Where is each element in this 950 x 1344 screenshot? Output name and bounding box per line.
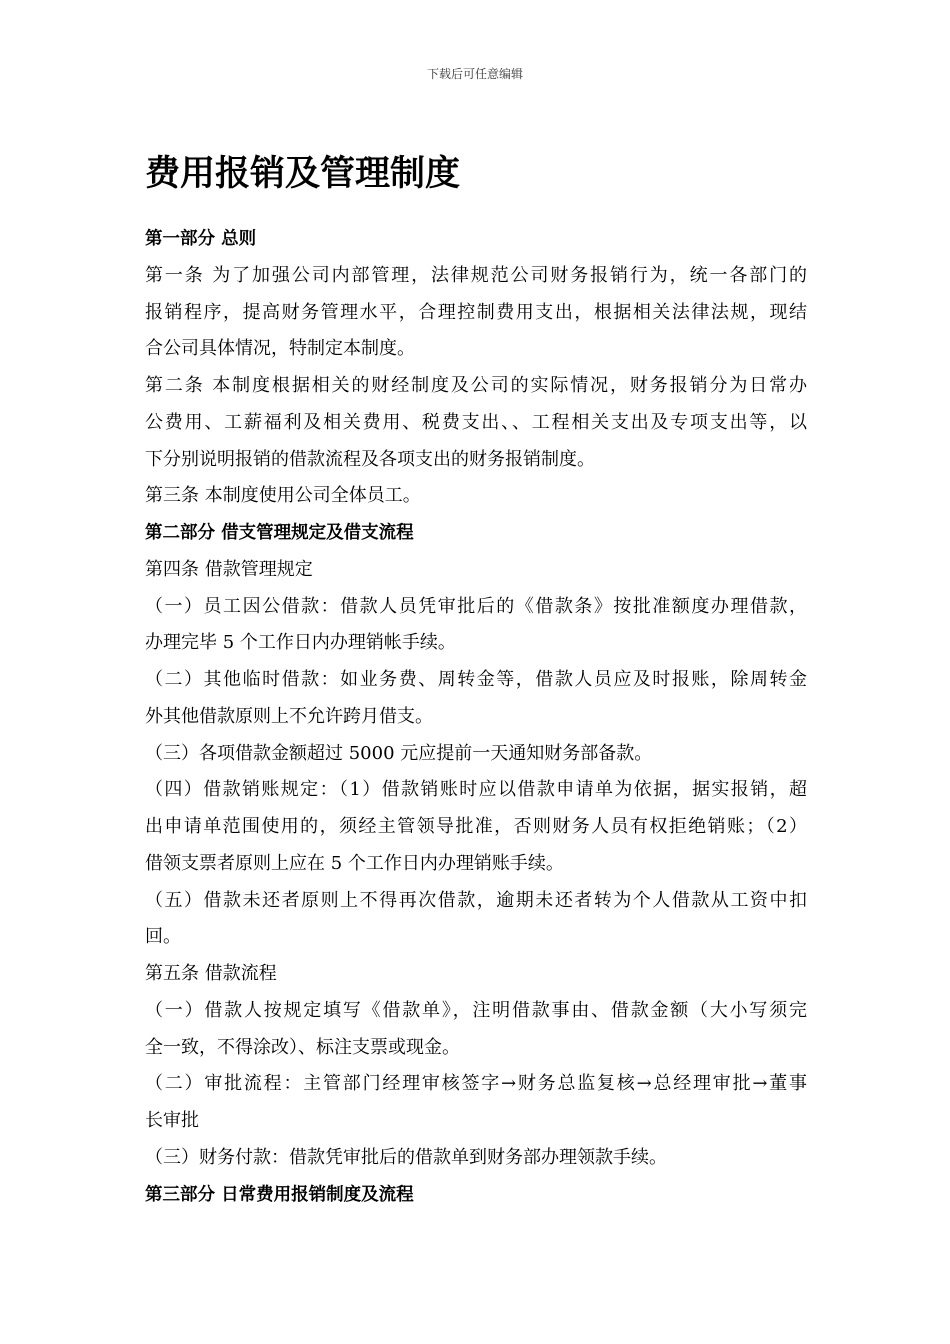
body-line: 下分别说明报销的借款流程及各项支出的财务报销制度。 xyxy=(145,448,595,470)
body-line: 报销程序，提高财务管理水平，合理控制费用支出，根据相关法律法规，现结 xyxy=(145,301,807,323)
header-note: 下载后可任意编辑 xyxy=(426,67,523,81)
section-heading: 第三部分 日常费用报销制度及流程 xyxy=(145,1184,414,1205)
body-line: 公费用、工薪福利及相关费用、税费支出、、工程相关支出及专项支出等，以 xyxy=(145,411,807,433)
body-line: （四）借款销账规定：（1）借款销账时应以借款申请单为依据，据实报销，超 xyxy=(145,779,807,801)
body-line: 第四条 借款管理规定 xyxy=(145,558,313,580)
body-line: （二）审批流程：主管部门经理审核签字→财务总监复核→总经理审批→董事 xyxy=(145,1073,807,1095)
section-heading: 第一部分 总则 xyxy=(145,229,257,249)
body-line: 回。 xyxy=(145,926,181,948)
body-line: 合公司具体情况，特制定本制度。 xyxy=(145,338,415,360)
body-line: 第一条 为了加强公司内部管理，法律规范公司财务报销行为，统一各部门的 xyxy=(145,264,807,286)
body-line: 长审批 xyxy=(145,1110,199,1131)
document-title: 费用报销及管理制度 xyxy=(145,154,461,194)
body-line: 全一致，不得涂改）、标注支票或现金。 xyxy=(145,1036,460,1058)
body-line: 外其他借款原则上不允许跨月借支。 xyxy=(145,705,433,727)
body-line: 出申请单范围使用的，须经主管领导批准，否则财务人员有权拒绝销账；（2） xyxy=(145,816,807,837)
body-line: 办理完毕 5 个工作日内办理销帐手续。 xyxy=(145,632,456,654)
body-line: （二）其他临时借款：如业务费、周转金等，借款人员应及时报账，除周转金 xyxy=(145,669,807,690)
body-line: （五）借款未还者原则上不得再次借款，逾期未还者转为个人借款从工资中扣 xyxy=(145,889,807,911)
document-body xyxy=(145,221,807,1213)
body-line: （一）员工因公借款：借款人员凭审批后的《借款条》按批准额度办理借款， xyxy=(145,595,807,617)
body-line: （三）各项借款金额超过 5000 元应提前一天通知财务部备款。 xyxy=(145,742,653,764)
body-line: 第五条 借款流程 xyxy=(145,963,277,984)
body-line: （一）借款人按规定填写《借款单》，注明借款事由、借款金额（大小写须完 xyxy=(145,999,807,1021)
body-line: （三）财务付款：借款凭审批后的借款单到财务部办理领款手续。 xyxy=(145,1146,667,1168)
section-heading: 第二部分 借支管理规定及借支流程 xyxy=(145,523,414,543)
body-line: 第二条 本制度根据相关的财经制度及公司的实际情况，财务报销分为日常办 xyxy=(145,375,807,396)
body-line: 第三条 本制度使用公司全体员工。 xyxy=(145,485,421,507)
body-line: 借领支票者原则上应在 5 个工作日内办理销账手续。 xyxy=(145,852,564,874)
